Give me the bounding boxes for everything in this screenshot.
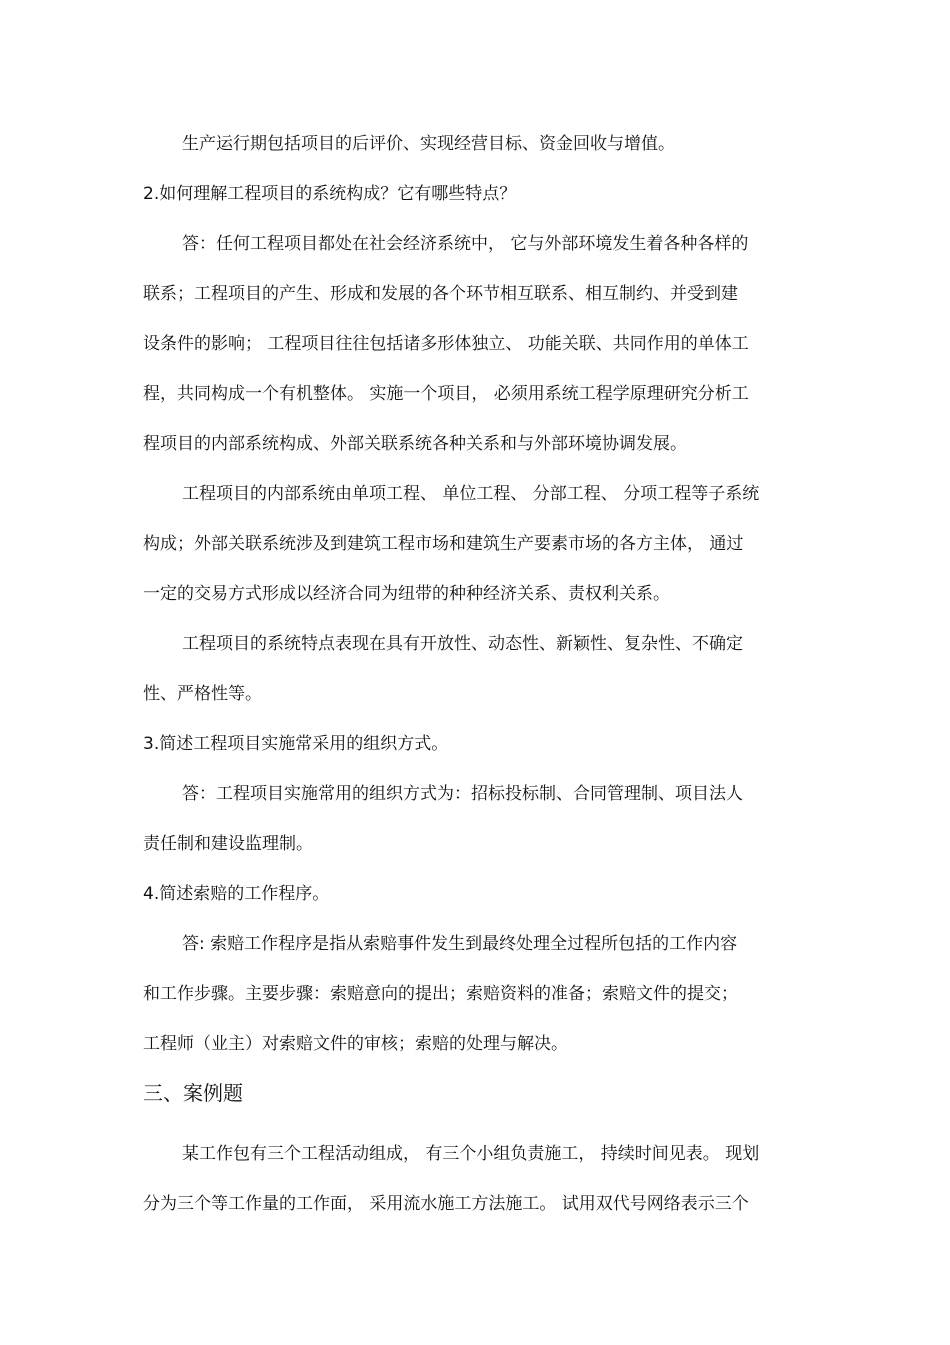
section-heading: 三、案例题 [143, 1081, 243, 1105]
paragraph-line: 程项目的内部系统构成、外部关联系统各种关系和与外部环境协调发展。 [143, 434, 687, 454]
paragraph-line: 联系；工程项目的产生、形成和发展的各个环节相互联系、相互制约、并受到建 [143, 284, 738, 304]
paragraph-line: 程，共同构成一个有机整体。 实施一个项目， 必须用系统工程学原理研究分析工 [143, 384, 749, 404]
paragraph-line: 答：任何工程项目都处在社会经济系统中， 它与外部环境发生着各种各样的 [182, 234, 749, 254]
paragraph-line: 某工作包有三个工程活动组成， 有三个小组负责施工， 持续时间见表。 现划 [182, 1144, 760, 1164]
paragraph-line: 一定的交易方式形成以经济合同为纽带的种种经济关系、责权利关系。 [143, 584, 670, 604]
paragraph-line: 设条件的影响； 工程项目往往包括诸多形体独立、 功能关联、共同作用的单体工 [143, 334, 749, 354]
paragraph-line: 和工作步骤。主要步骤：索赔意向的提出；索赔资料的准备；索赔文件的提交； [143, 984, 738, 1004]
paragraph-line: 答：工程项目实施常用的组织方式为：招标投标制、合同管理制、项目法人 [182, 784, 743, 804]
question-heading: 4.简述索赔的工作程序。 [143, 884, 330, 904]
paragraph-line: 构成；外部关联系统涉及到建筑工程市场和建筑生产要素市场的各方主体， 通过 [143, 534, 744, 554]
question-heading: 2.如何理解工程项目的系统构成？它有哪些特点？ [143, 184, 517, 204]
question-heading: 3.简述工程项目实施常采用的组织方式。 [143, 734, 449, 754]
paragraph-line: 责任制和建设监理制。 [143, 834, 313, 854]
paragraph-line: 生产运行期包括项目的后评价、实现经营目标、资金回收与增值。 [182, 134, 675, 154]
paragraph-line: 答: 索赔工作程序是指从索赔事件发生到最终处理全过程所包括的工作内容 [182, 934, 738, 954]
paragraph-line: 工程项目的内部系统由单项工程、 单位工程、 分部工程、 分项工程等子系统 [182, 484, 760, 504]
paragraph-line: 性、严格性等。 [143, 684, 262, 704]
paragraph-line: 分为三个等工作量的工作面， 采用流水施工方法施工。 试用双代号网络表示三个 [143, 1194, 749, 1214]
paragraph-line: 工程师（业主）对索赔文件的审核；索赔的处理与解决。 [143, 1034, 568, 1054]
paragraph-line: 工程项目的系统特点表现在具有开放性、动态性、新颖性、复杂性、不确定 [182, 634, 743, 654]
